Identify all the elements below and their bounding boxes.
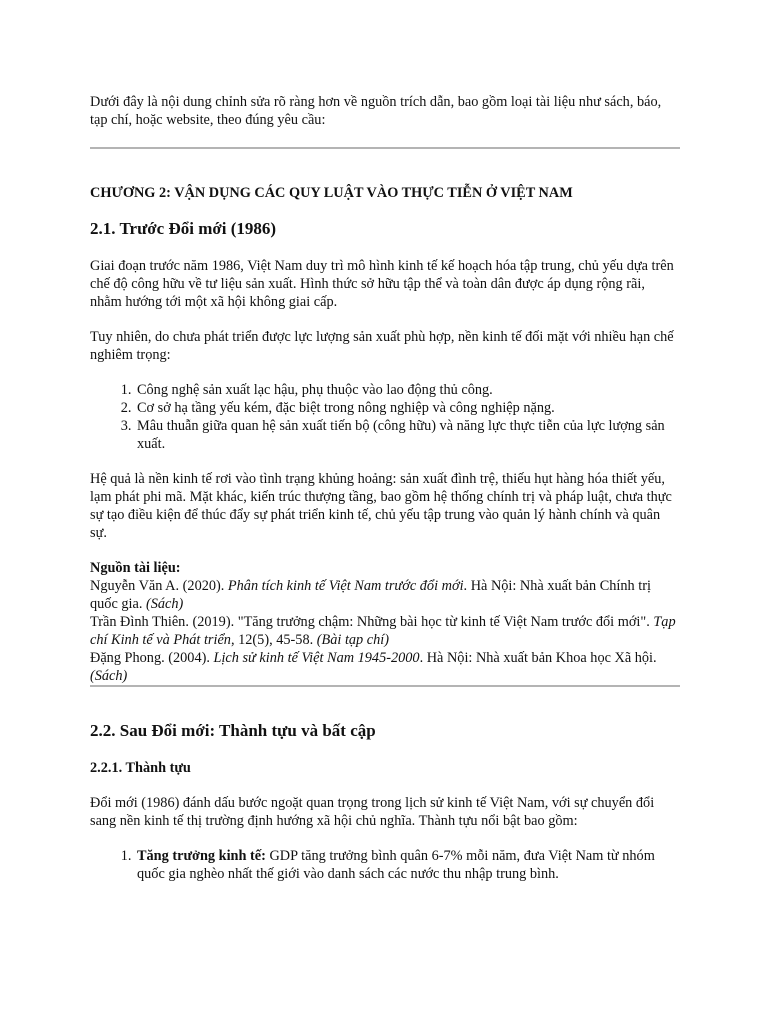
sources-title: Nguồn tài liệu: bbox=[90, 560, 181, 576]
source-title: Phân tích kinh tế Việt Nam trước đổi mới bbox=[227, 578, 464, 594]
divider bbox=[90, 147, 680, 149]
source-authors: Trần Đình Thiên. (2019). "Tăng trưởng chậm: Những bài học từ kinh tế Việt Nam trước đổi mới". bbox=[90, 614, 654, 630]
intro-paragraph: Dưới đây là nội dung chỉnh sửa rõ ràng hơn về nguồn trích dẫn, bao gồm loại tài liệu như sách, báo, tạp chí, hoặc website, theo đúng yêu cầu: bbox=[90, 94, 662, 128]
list-item: 3. Mâu thuẫn giữa quan hệ sản xuất tiến bộ (công hữu) và năng lực thực tiễn của lực lượng sản xuất. bbox=[135, 417, 680, 453]
source-details: , 12(5), 45-58. bbox=[230, 632, 317, 648]
list-item-lead: Tăng trưởng kinh tế: bbox=[137, 848, 266, 864]
source-entry bbox=[90, 649, 680, 685]
source-type: (Bài tạp chí) bbox=[316, 632, 390, 648]
source-details: . Hà Nội: Nhà xuất bản Khoa học Xã hội. bbox=[419, 650, 657, 666]
source-type: (Sách) bbox=[90, 668, 128, 684]
list-item bbox=[135, 847, 680, 883]
limitations-list bbox=[90, 381, 680, 453]
list-item: 1. Công nghệ sản xuất lạc hậu, phụ thuộc vào lao động thủ công. bbox=[135, 381, 680, 399]
section-heading-2-1: 2.1. Trước Đổi mới (1986) bbox=[90, 219, 277, 238]
document-page bbox=[90, 93, 680, 883]
source-title: Tạp chí Kinh tế và Phát triển bbox=[90, 614, 676, 648]
subsection-heading-2-2-1: 2.2.1. Thành tựu bbox=[90, 760, 191, 776]
chapter-title: CHƯƠNG 2: VẬN DỤNG CÁC QUY LUẬT VÀO THỰC TIỄN Ở VIỆT NAM bbox=[90, 185, 573, 201]
section-heading-2-2: 2.2. Sau Đổi mới: Thành tựu và bất cập bbox=[90, 721, 376, 740]
source-type: (Sách) bbox=[145, 596, 184, 612]
list-item: 2. Cơ sở hạ tầng yếu kém, đặc biệt trong nông nghiệp và công nghiệp nặng. bbox=[135, 399, 680, 417]
source-entry bbox=[90, 577, 680, 613]
list-item-text: GDP tăng trưởng bình quân 6-7% mỗi năm, đưa Việt Nam từ nhóm quốc gia nghèo nhất thế giới vào danh sách các nước thu nhập trung bình. bbox=[137, 848, 655, 882]
paragraph: Hệ quả là nền kinh tế rơi vào tình trạng khủng hoảng: sản xuất đình trệ, thiếu hụt hàng hóa thiết yếu, lạm phát phi mã. Mặt khác, kiến trúc thượng tầng, bao gồm hệ thống chính trị và pháp luật, chưa thực sự tạo điều kiện để thúc đẩy sự phát triển kinh tế, chủ yếu tập trung vào quản lý hành chính và quân sự. bbox=[90, 471, 672, 541]
source-entry bbox=[90, 613, 680, 649]
achievements-list bbox=[90, 847, 680, 883]
sources-list bbox=[90, 577, 680, 685]
source-title: Lịch sử kinh tế Việt Nam 1945-2000 bbox=[213, 650, 420, 666]
divider bbox=[90, 685, 680, 687]
paragraph: Đổi mới (1986) đánh dấu bước ngoặt quan trọng trong lịch sử kinh tế Việt Nam, với sự chuyển đổi sang nền kinh tế thị trường định hướng xã hội chủ nghĩa. Thành tựu nổi bật bao gồm: bbox=[90, 795, 655, 829]
source-authors: Nguyễn Văn A. (2020). bbox=[90, 578, 228, 594]
source-details: . Hà Nội: Nhà xuất bản Chính trị quốc gia. bbox=[90, 578, 651, 612]
paragraph: Giai đoạn trước năm 1986, Việt Nam duy trì mô hình kinh tế kế hoạch hóa tập trung, chủ yếu dựa trên chế độ công hữu về tư liệu sản xuất. Hình thức sở hữu tập thể và toàn dân được áp dụng rộng rãi, nhằm hướng tới một xã hội không giai cấp. bbox=[90, 258, 674, 310]
paragraph: Tuy nhiên, do chưa phát triển được lực lượng sản xuất phù hợp, nền kinh tế đối mặt với nhiều hạn chế nghiêm trọng: bbox=[90, 329, 674, 363]
source-authors: Đặng Phong. (2004). bbox=[90, 650, 214, 666]
